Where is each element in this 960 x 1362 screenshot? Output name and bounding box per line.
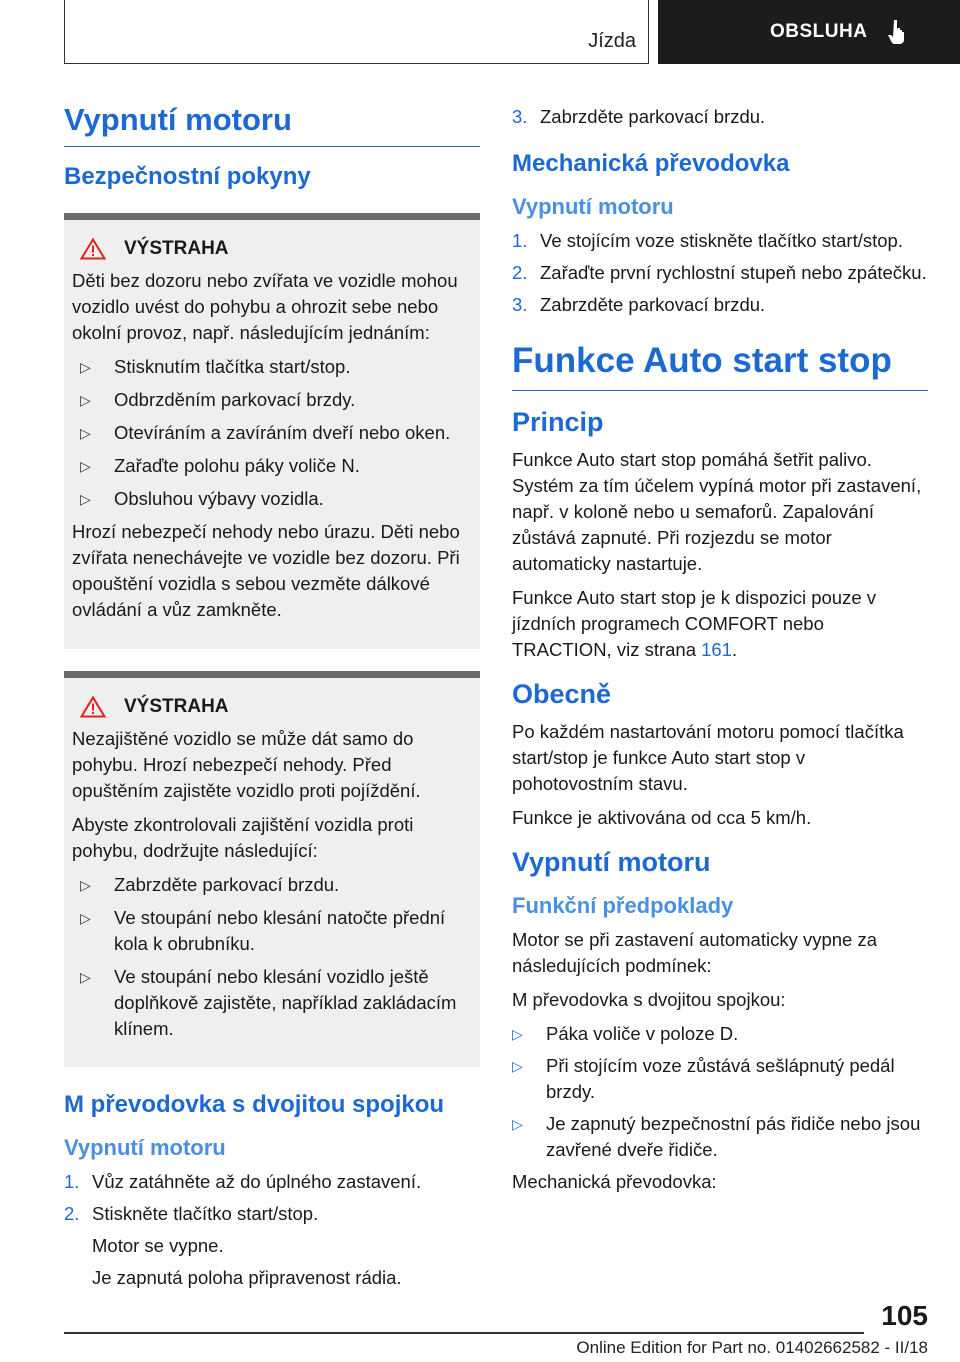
list-item: ▷ Při stojícím voze zůstává sešlápnutý pedál brzdy. — [512, 1053, 928, 1105]
bullet-triangle-icon: ▷ — [80, 969, 91, 985]
safety-heading: Bezpečnostní pokyny — [64, 163, 311, 190]
header-tab-label: OBSLUHA — [770, 21, 868, 42]
principle-heading: Princip — [512, 407, 604, 437]
bullet-triangle-icon: ▷ — [80, 359, 91, 375]
step-item: 3. Zabrzděte parkovací brzdu. — [512, 106, 766, 127]
step-item: 1. Ve stojícím voze stiskněte tlačítko start/stop. — [512, 230, 903, 251]
header-tab[interactable] — [658, 0, 960, 64]
conditions-paragraph-1: Motor se při zastavení automaticky vypne za následujících podmínek: — [512, 929, 878, 976]
bullet-triangle-icon: ▷ — [512, 1026, 523, 1042]
warning-2-intro: Nezajištěné vozidlo se může dát samo do pohybu. Hrozí nebezpečí nehody. Před opuštěním zajistěte vozidlo proti pojíždění. — [72, 728, 421, 801]
list-item: ▷ Páka voliče v poloze D. — [512, 1021, 928, 1047]
list-item: ▷ Zařaďte polohu páky voliče N. — [72, 453, 472, 479]
step-item: 1. Vůz zatáhněte až do úplného zastavení. — [64, 1171, 422, 1192]
warning-triangle-icon — [80, 238, 106, 260]
warning-1-outro: Hrozí nebezpečí nehody nebo úrazu. Děti nebo zvířata nenechávejte ve vozidle bez dozoru. Při opouštění vozidla s sebou vezměte dálkové ovládání a vůz zamkněte. — [72, 521, 460, 620]
list-item: ▷ Ve stoupání nebo klesání vozidlo ještě doplňkově zajistěte, například zakládacím klínem. — [72, 964, 472, 1042]
page-number: 105 — [881, 1300, 928, 1331]
manual-engine-off-subheading: Vypnutí motoru — [512, 194, 674, 219]
list-item: ▷ Je zapnutý bezpečnostní pás řidiče nebo jsou zavřené dveře řidiče. — [512, 1111, 928, 1163]
warning-box-2 — [64, 671, 480, 1067]
bullet-triangle-icon: ▷ — [80, 425, 91, 441]
warning-label: VÝSTRAHA — [124, 696, 229, 717]
m-gearbox-heading: M převodovka s dvojitou spojkou — [64, 1091, 445, 1118]
bullet-triangle-icon: ▷ — [80, 910, 91, 926]
step-note: Motor se vypne. — [92, 1235, 224, 1256]
principle-paragraph-2: Funkce Auto start stop je k dispozici pouze v jízdních programech COMFORT nebo TRACTION, viz strana 161. — [512, 587, 877, 660]
left-column — [64, 100, 480, 1297]
bullet-triangle-icon: ▷ — [512, 1058, 523, 1074]
section-title-auto-start-stop: Funkce Auto start stop — [512, 338, 928, 391]
section-title-engine-off: Vypnutí motoru — [64, 100, 480, 147]
step-item: 2. Zařaďte první rychlostní stupeň nebo zpátečku. — [512, 262, 927, 283]
list-item: ▷ Ve stoupání nebo klesání natočte přední kola k obrubníku. — [72, 905, 472, 957]
hand-pointer-icon — [887, 19, 907, 45]
m-engine-off-subheading: Vypnutí motoru — [64, 1135, 226, 1160]
warning-1-intro: Děti bez dozoru nebo zvířata ve vozidle mohou vozidlo uvést do pohybu a ohrozit sebe nebo okolní provoz, např. následujícím jednáním: — [72, 270, 458, 343]
list-item: ▷ Obsluhou výbavy vozidla. — [72, 486, 472, 512]
general-paragraph-2: Funkce je aktivována od cca 5 km/h. — [512, 807, 812, 828]
step-item: 2. Stiskněte tlačítko start/stop. — [64, 1203, 319, 1224]
list-item: ▷ Otevíráním a zavíráním dveří nebo oken. — [72, 420, 472, 446]
warning-box-1 — [64, 213, 480, 649]
warning-label: VÝSTRAHA — [124, 238, 229, 259]
conditions-subheading: Funkční předpoklady — [512, 893, 734, 918]
bullet-triangle-icon: ▷ — [80, 392, 91, 408]
engine-off-heading: Vypnutí motoru — [512, 847, 711, 877]
bullet-triangle-icon: ▷ — [80, 877, 91, 893]
conditions-paragraph-2: M převodovka s dvojitou spojkou: — [512, 989, 786, 1010]
warning-triangle-icon — [80, 696, 106, 718]
list-item: ▷ Stisknutím tlačítka start/stop. — [72, 354, 472, 380]
right-column — [512, 100, 928, 1203]
footer-divider — [64, 1332, 864, 1334]
list-item: ▷ Zabrzděte parkovací brzdu. — [72, 872, 472, 898]
manual-gearbox-heading: Mechanická převodovka — [512, 150, 790, 177]
general-paragraph-1: Po každém nastartování motoru pomocí tlačítka start/stop je funkce Auto start stop v pohotovostním stavu. — [512, 721, 904, 794]
principle-paragraph-1: Funkce Auto start stop pomáhá šetřit palivo. Systém za tím účelem vypíná motor při zastavení, např. v koloně nebo u semaforů. Zapalování zůstává zapnuté. Při rozjezdu se motor automaticky nastartuje. — [512, 449, 922, 574]
general-heading: Obecně — [512, 679, 612, 709]
header-section-title: Jízda — [588, 30, 636, 52]
bullet-triangle-icon: ▷ — [80, 458, 91, 474]
list-item: ▷ Odbrzděním parkovací brzdy. — [72, 387, 472, 413]
step-item: 3. Zabrzděte parkovací brzdu. — [512, 294, 766, 315]
conditions-paragraph-3: Mechanická převodovka: — [512, 1171, 717, 1192]
bullet-triangle-icon: ▷ — [512, 1116, 523, 1132]
bullet-triangle-icon: ▷ — [80, 491, 91, 507]
page-reference-link[interactable]: 161 — [701, 639, 733, 660]
header-frame — [64, 0, 649, 64]
footer-edition: Online Edition for Part no. 01402662582 - II/18 — [576, 1338, 928, 1357]
step-note: Je zapnutá poloha připravenost rádia. — [92, 1267, 402, 1288]
warning-2-check: Abyste zkontrolovali zajištění vozidla proti pohybu, dodržujte následující: — [72, 814, 414, 861]
